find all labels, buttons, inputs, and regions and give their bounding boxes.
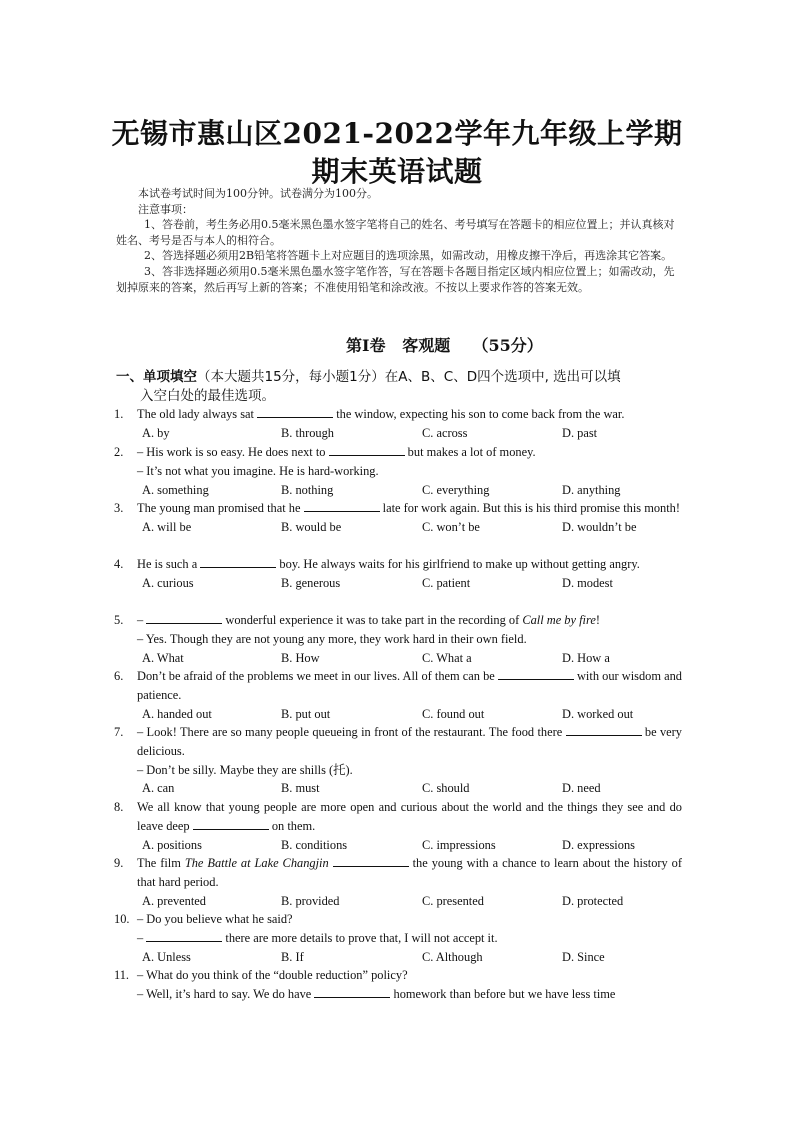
question-1: [114, 405, 682, 443]
program-title: Call me by fire: [522, 613, 596, 627]
answer-blank: [566, 723, 642, 736]
question-text: there are more details to prove that, I will not accept it.: [222, 930, 498, 945]
notice-heading: 注意事项：: [138, 202, 193, 216]
question-text: – Well, it’s hard to say. We do have: [137, 986, 315, 1001]
question-text: late for work again. But this is his third promise this month!: [379, 501, 681, 515]
question-9: [114, 854, 682, 910]
option-d: D. Since: [562, 949, 605, 964]
answer-blank: [498, 667, 574, 680]
notice-item-3: 3、答非选择题必须用0.5毫米黑色墨水签字笔作答，写在答题卡各题目指定区域内相应位置上；如需改动，先划掉原来的答案，然后再写上新的答案；不准使用铅笔和涂改液。不按以上要求作答的答案无效。: [116, 264, 675, 294]
question-5: [114, 611, 682, 667]
question-3: [114, 499, 682, 537]
option-b: B. If: [281, 949, 304, 964]
option-d: D. past: [562, 425, 598, 440]
answer-blank: [329, 443, 405, 456]
question-text: –: [137, 930, 147, 945]
question-text: the young with a chance to learn about the history of that hard period.: [137, 856, 683, 889]
option-c: C. impressions: [422, 837, 496, 852]
question-number: 2.: [114, 445, 124, 459]
question-text: with our wisdom and patience.: [137, 669, 682, 702]
option-c: C. won’t be: [422, 519, 480, 534]
option-b: B. generous: [281, 575, 341, 590]
answer-blank: [333, 854, 409, 867]
question-text: The film: [137, 856, 185, 870]
question-text: the window, expecting his son to come back from the war.: [333, 407, 625, 421]
answer-blank: [146, 611, 222, 624]
question-text: on them.: [268, 818, 316, 833]
part1-desc-cont: 入空白处的最佳选项。: [140, 388, 275, 404]
part1-instructions: [116, 368, 686, 406]
option-a: A. handed out: [142, 706, 212, 721]
part1-heading: 一、单项填空: [116, 369, 197, 385]
question-number: 11.: [114, 968, 130, 982]
answer-blank: [193, 817, 269, 830]
options-row: [142, 518, 682, 537]
question-text: !: [595, 613, 600, 627]
option-c: C. What a: [422, 650, 472, 665]
notice-item-2: 2、答选择题必须用2B铅笔将答题卡上对应题目的选项涂黑，如需改动，用橡皮擦干净后，再选涂其它答案。: [144, 249, 673, 263]
option-c: C. should: [422, 781, 470, 796]
question-number: 10.: [114, 912, 130, 926]
notice-item-1: 1、答卷前，考生务必用0.5毫米黑色墨水签字笔将自己的姓名、考号填写在答题卡的相应位置上；并认真核对姓名、考号是否与本人的相符合。: [116, 218, 675, 247]
option-c: C. across: [422, 425, 468, 440]
option-d: D. wouldn’t be: [562, 519, 637, 534]
options-row: [142, 574, 682, 593]
question-text: but makes a lot of money.: [404, 445, 536, 459]
option-b: B. conditions: [281, 837, 348, 852]
question-4: [114, 555, 682, 593]
exam-title-line1: 无锡市惠山区2021-2022学年九年级上学期: [111, 117, 683, 150]
option-a: A. What: [142, 650, 184, 665]
question-text: He is such a: [137, 557, 201, 571]
option-c: C. Although: [422, 949, 483, 964]
question-2: [114, 443, 682, 499]
question-number: 6.: [114, 669, 124, 683]
question-text: wonderful experience it was to take part in the recording of: [222, 613, 523, 627]
question-text: The young man promised that he: [137, 501, 304, 515]
options-row: [142, 481, 682, 500]
option-a: A. curious: [142, 575, 194, 590]
option-d: D. need: [562, 781, 601, 796]
option-b: B. through: [281, 425, 335, 440]
question-text: Don’t be afraid of the problems we meet in our lives. All of them can be: [137, 669, 498, 683]
question-10: [114, 910, 682, 966]
answer-blank: [304, 499, 380, 512]
option-d: D. anything: [562, 482, 621, 497]
option-a: A. prevented: [142, 893, 206, 908]
option-b: B. How: [281, 650, 320, 665]
option-a: A. can: [142, 781, 175, 796]
option-d: D. worked out: [562, 706, 634, 721]
question-text: – What do you think of the “double reduction” policy?: [137, 968, 408, 982]
options-row: [142, 779, 682, 798]
answer-blank: [200, 555, 276, 568]
options-row: [142, 948, 682, 967]
option-b: B. put out: [281, 706, 331, 721]
option-a: A. something: [142, 482, 209, 497]
question-number: 3.: [114, 501, 124, 515]
question-text: homework than before but we have less time: [390, 986, 616, 1001]
option-d: D. expressions: [562, 837, 635, 852]
option-b: B. provided: [281, 893, 340, 908]
question-text: boy. He always waits for his girlfriend to make up without getting angry.: [276, 557, 640, 571]
question-text: – Do you believe what he said?: [137, 912, 293, 926]
question-number: 8.: [114, 800, 124, 814]
exam-title-line2: 期末英语试题: [311, 155, 483, 188]
option-d: D. How a: [562, 650, 610, 665]
question-text: –: [137, 613, 147, 627]
option-a: A. by: [142, 425, 170, 440]
question-7: [114, 723, 682, 798]
option-b: B. nothing: [281, 482, 334, 497]
option-c: C. everything: [422, 482, 490, 497]
question-reply: – Yes. Though they are not young any more, they work hard in their own field.: [137, 631, 527, 646]
question-text: – Look! There are so many people queueing in front of the restaurant. The food there: [137, 725, 566, 739]
option-b: B. would be: [281, 519, 342, 534]
option-a: A. positions: [142, 837, 202, 852]
question-text: We all know that young people are more open and curious about the world and the things they see and do leave deep: [137, 800, 682, 833]
exam-notice: [116, 186, 682, 295]
option-a: A. Unless: [142, 949, 191, 964]
question-number: 5.: [114, 613, 124, 627]
question-6: [114, 667, 682, 723]
options-row: [142, 892, 682, 911]
options-row: [142, 424, 682, 443]
question-text: – His work is so easy. He does next to: [137, 445, 329, 459]
option-c: C. found out: [422, 706, 485, 721]
option-c: C. patient: [422, 575, 471, 590]
section-title: 第I卷 客观题 （55分）: [346, 336, 543, 355]
notice-time: 本试卷考试时间为100分钟。试卷满分为100分。: [138, 187, 378, 200]
question-text: be very delicious.: [137, 725, 682, 758]
option-d: D. modest: [562, 575, 613, 590]
question-number: 7.: [114, 725, 124, 739]
options-row: [142, 649, 682, 668]
question-11: [114, 966, 682, 1004]
answer-blank: [257, 405, 333, 418]
question-8: [114, 798, 682, 854]
question-reply: – Don’t be silly. Maybe they are shills (托).: [137, 762, 353, 777]
answer-blank: [314, 985, 390, 998]
option-b: B. must: [281, 781, 320, 796]
option-c: C. presented: [422, 893, 484, 908]
answer-blank: [146, 929, 222, 942]
option-a: A. will be: [142, 519, 192, 534]
options-row: [142, 836, 682, 855]
options-row: [142, 705, 682, 724]
question-text: The old lady always sat: [137, 407, 258, 421]
option-d: D. protected: [562, 893, 624, 908]
film-title: The Battle at Lake Changjin: [184, 856, 329, 870]
question-number: 1.: [114, 407, 124, 421]
question-number: 9.: [114, 856, 124, 870]
part1-desc: （本大题共15分，每小题1分）在A、B、C、D四个选项中, 选出可以填: [197, 369, 621, 385]
question-number: 4.: [114, 557, 124, 571]
question-reply: – It’s not what you imagine. He is hard-working.: [137, 463, 379, 478]
